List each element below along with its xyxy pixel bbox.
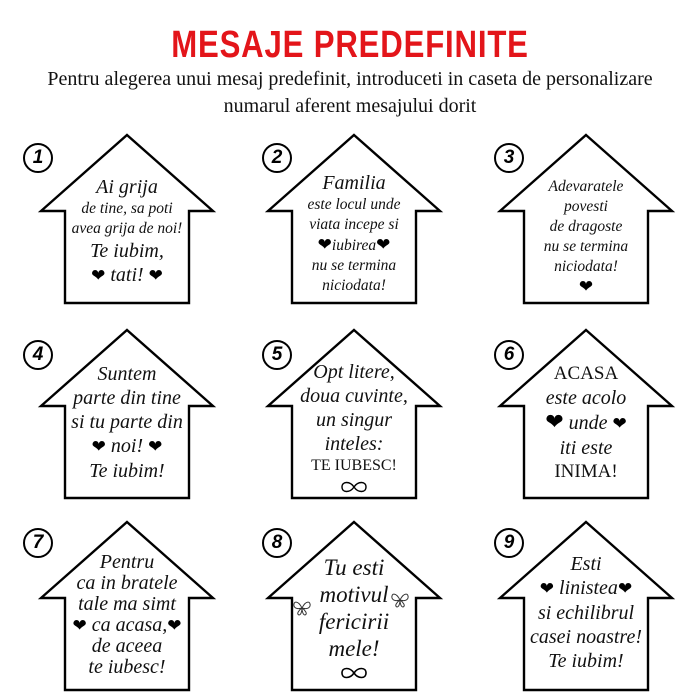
message-line: ACASA — [553, 363, 619, 384]
heart-icon: ❤ — [148, 266, 163, 285]
message-line: Esti — [570, 553, 602, 575]
message-text — [520, 552, 652, 673]
message-line: avea grija de noi! — [71, 220, 183, 237]
message-text — [288, 360, 420, 496]
heart-icon: ❤ — [91, 437, 106, 456]
message-line: Adevaratele — [548, 178, 624, 195]
message-card-6 — [496, 328, 676, 500]
message-line: viata incepe si — [309, 216, 399, 233]
message-line: tale ma simt — [78, 593, 176, 615]
message-line: si tu parte din — [71, 411, 183, 433]
message-card-5 — [264, 328, 444, 500]
message-line: INIMA! — [554, 461, 618, 482]
message-card-7 — [32, 520, 217, 692]
message-text — [520, 177, 652, 298]
message-number-badge: 4 — [23, 340, 53, 370]
message-card-1 — [32, 133, 217, 305]
message-line: mele! — [328, 636, 380, 661]
message-line: de dragoste — [549, 218, 623, 235]
message-line: si echilibrul — [537, 602, 635, 624]
message-number-badge: 7 — [23, 528, 53, 558]
message-number-badge: 6 — [494, 340, 524, 370]
message-line: casei noastre! — [529, 626, 642, 648]
message-line: te iubesc! — [88, 656, 166, 678]
message-card-9 — [496, 520, 676, 692]
message-line: nu se termina — [543, 238, 629, 255]
message-number-badge: 8 — [262, 528, 292, 558]
message-line: un singur — [315, 409, 393, 431]
message-line-with-hearts: ❤ tati! ❤ — [91, 264, 163, 286]
message-number-badge: 1 — [23, 143, 53, 173]
message-text — [61, 552, 193, 678]
heart-icon: ❤ — [148, 437, 163, 456]
message-line: iti este — [559, 437, 613, 459]
message-line: Te iubim! — [89, 460, 165, 482]
message-line-with-hearts: ❤iubirea❤ — [317, 235, 391, 254]
message-line: de tine, sa poti — [81, 200, 173, 217]
message-line: de aceea — [91, 635, 163, 657]
message-text — [520, 362, 652, 484]
message-line: Tu esti — [323, 555, 385, 580]
message-line: niciodata! — [554, 258, 618, 275]
message-number-badge: 9 — [494, 528, 524, 558]
infinity-icon — [288, 666, 420, 682]
message-line: este acolo — [545, 387, 627, 409]
heart-icon: ❤ — [72, 616, 87, 635]
heart-icon: ❤ — [317, 235, 332, 254]
heart-icon: ❤ — [578, 277, 594, 296]
message-line: ca in bratele — [76, 572, 178, 594]
message-line-with-hearts: ❤ noi! ❤ — [91, 435, 163, 457]
message-line: motivul — [319, 582, 389, 607]
message-line: niciodata! — [322, 277, 386, 294]
message-line: Opt litere, — [313, 361, 395, 383]
heart-icon: ❤ — [545, 409, 564, 434]
message-line: doua cuvinte, — [300, 385, 408, 407]
message-line: Ai grija — [96, 176, 158, 198]
message-line: TE IUBESC! — [311, 457, 397, 474]
message-text — [61, 362, 193, 483]
message-number-badge: 3 — [494, 143, 524, 173]
message-line: povesti — [564, 198, 608, 215]
message-text — [61, 175, 193, 288]
heart-icon: ❤ — [91, 266, 106, 285]
heart-icon: ❤ — [612, 414, 627, 433]
message-line: este locul unde — [307, 196, 401, 213]
message-text — [288, 554, 420, 682]
heart-icon: ❤ — [376, 235, 391, 254]
heart-icon: ❤ — [617, 579, 633, 598]
message-line: parte din tine — [73, 387, 181, 409]
message-line: Suntem — [97, 363, 157, 385]
message-text — [288, 171, 420, 296]
message-line: nu se termina — [311, 257, 397, 274]
message-line: inteles: — [324, 433, 384, 455]
heart-icon: ❤ — [539, 579, 555, 598]
message-line-with-hearts: ❤ linistea❤ — [539, 577, 633, 599]
message-line: Te iubim! — [548, 650, 624, 672]
message-line-with-hearts: ❤ unde ❤ — [545, 409, 627, 434]
message-line-with-hearts: ❤ ca acasa,❤ — [72, 614, 182, 636]
page-title: MESAJE PREDEFINITE — [171, 24, 529, 66]
heart-icon: ❤ — [167, 616, 182, 635]
infinity-icon — [288, 480, 420, 496]
message-line: Te iubim, — [90, 240, 164, 262]
message-line: Pentru — [99, 551, 155, 573]
message-card-2 — [264, 133, 444, 305]
page-subtitle: Pentru alegerea unui mesaj predefinit, introduceti in caseta de personalizare numarul aferent mesajului dorit — [47, 68, 653, 117]
message-card-3 — [496, 133, 676, 305]
message-line: Familia — [322, 172, 386, 194]
message-line: fericirii — [318, 609, 390, 634]
message-number-badge: 2 — [262, 143, 292, 173]
message-card-4 — [32, 328, 217, 500]
message-card-8 — [264, 520, 444, 692]
message-number-badge: 5 — [262, 340, 292, 370]
